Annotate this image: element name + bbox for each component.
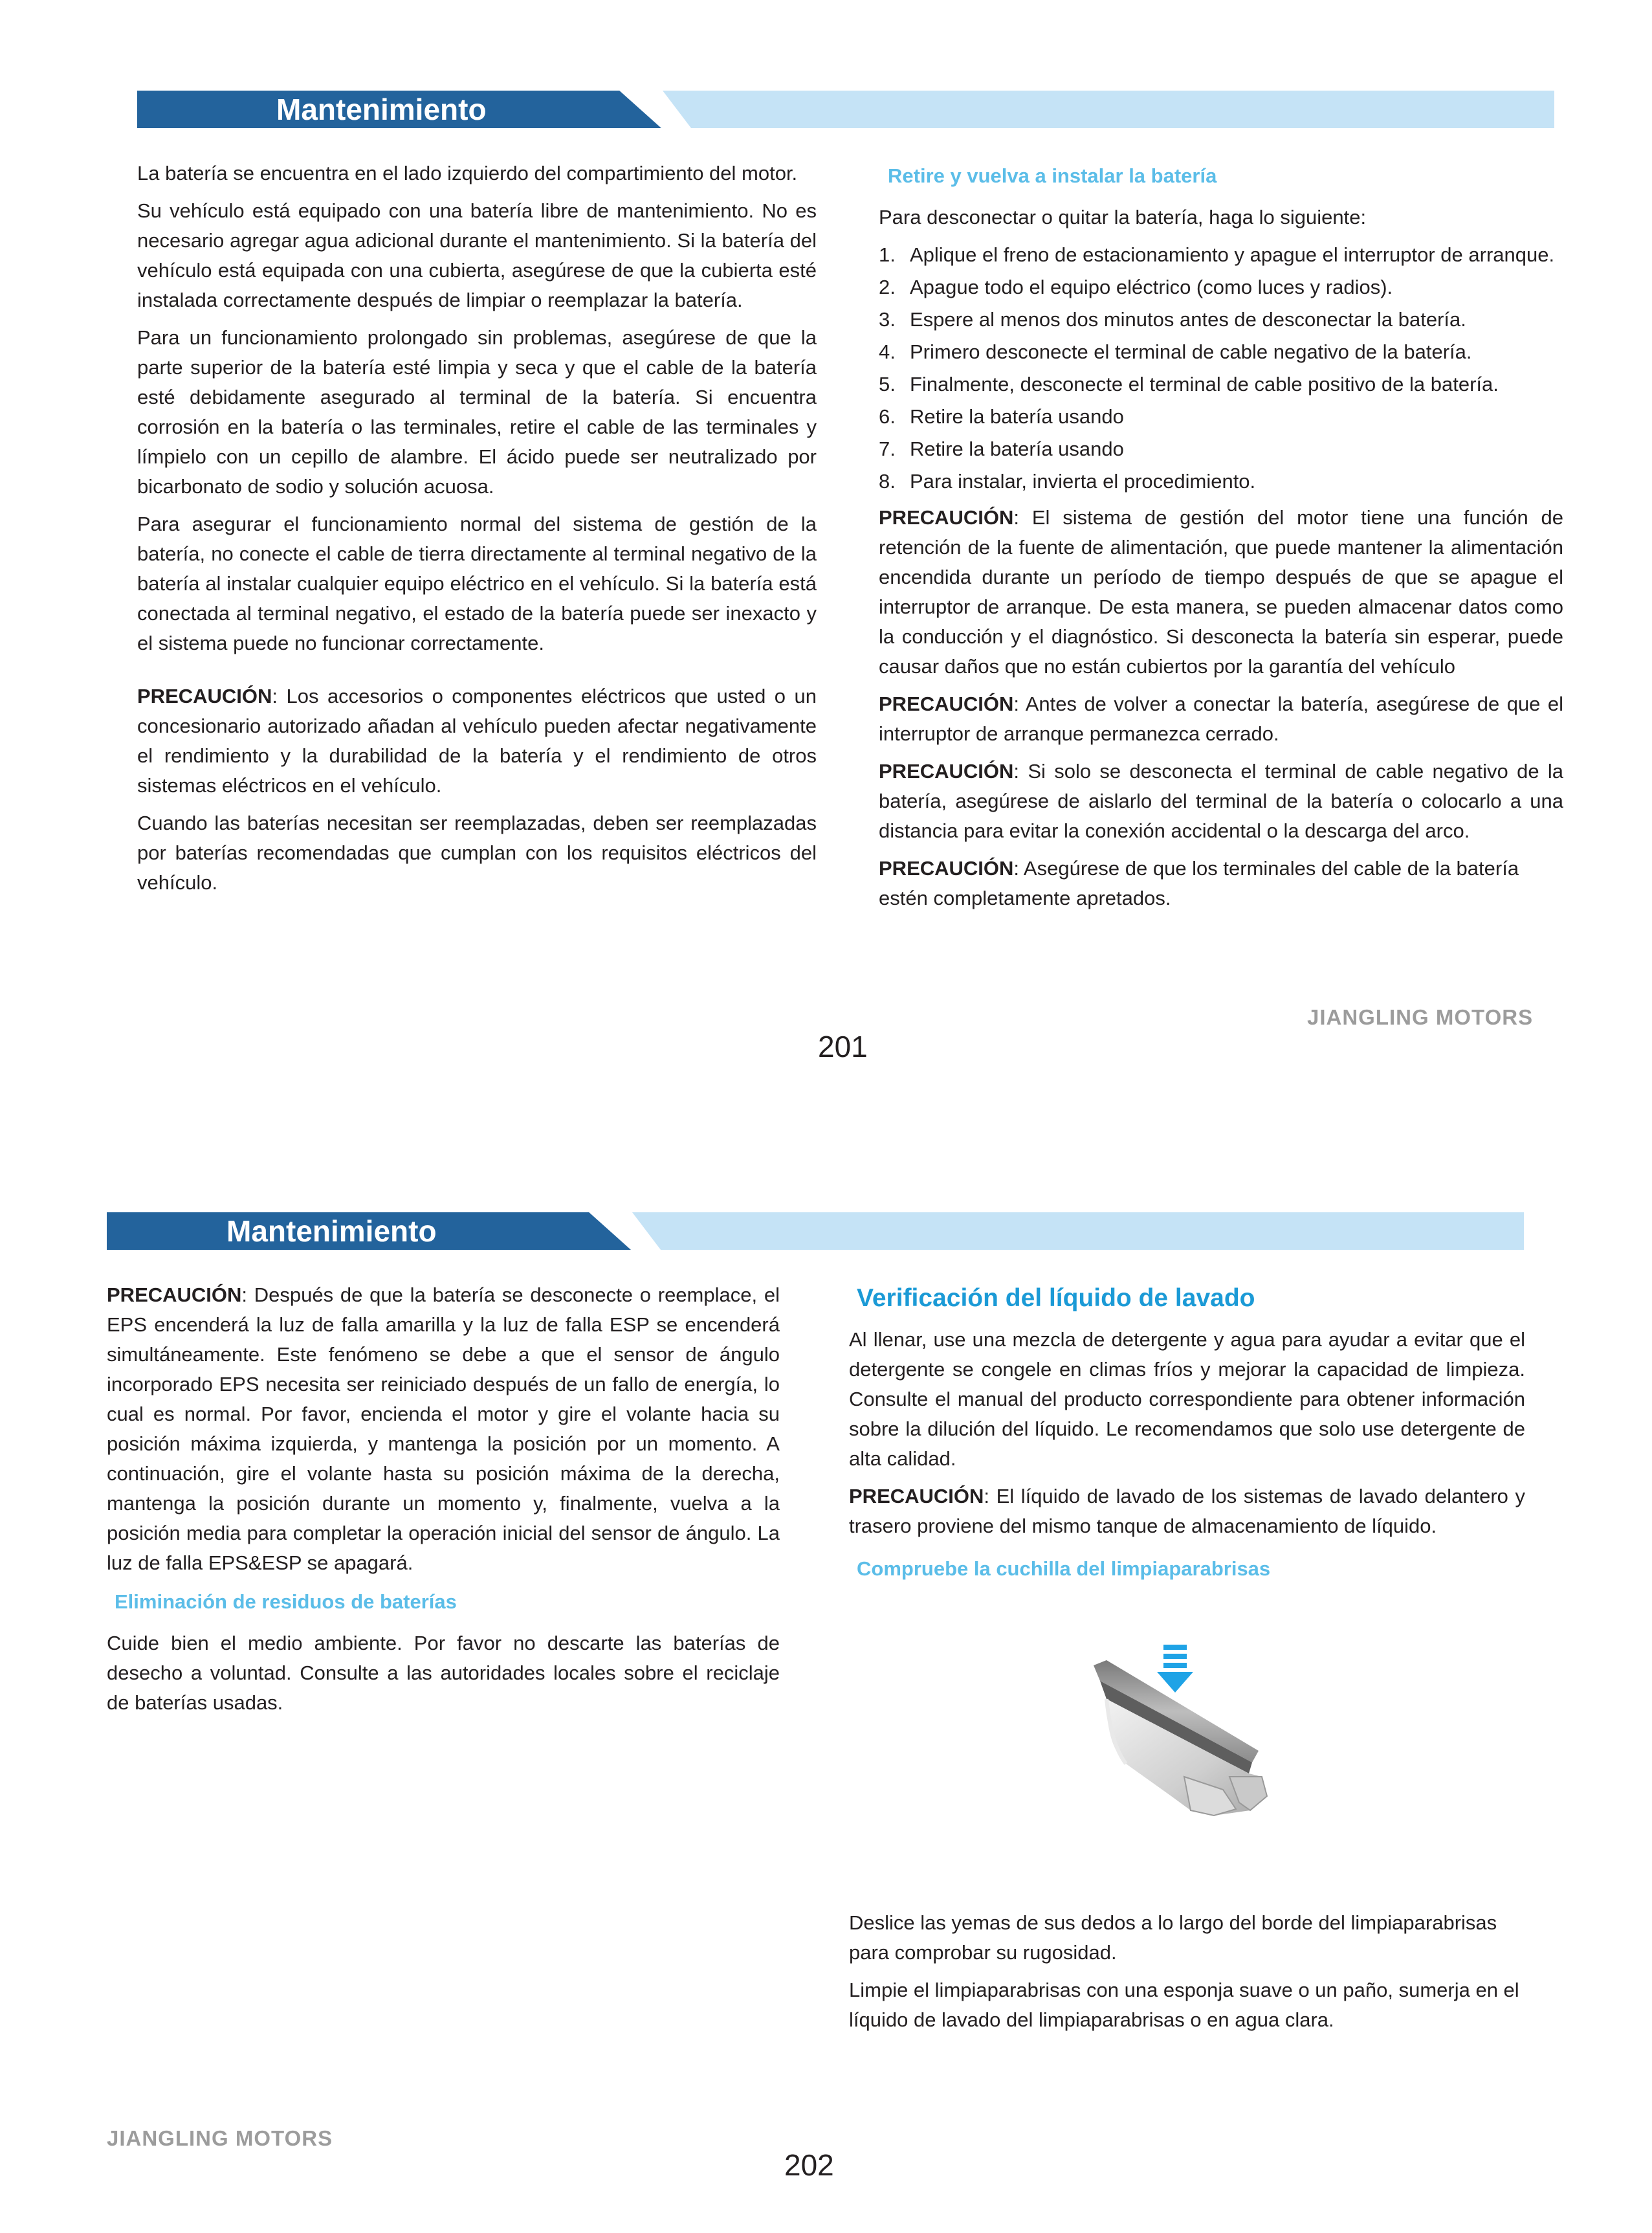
- step-text: Aplique el freno de estacionamiento y apague el interruptor de arranque.: [910, 243, 1555, 266]
- subheading-remove-battery: Retire y vuelva a instalar la batería: [888, 164, 1217, 187]
- caution-paragraph: [879, 689, 1563, 749]
- step-text: Retire la batería usando: [910, 405, 1124, 428]
- steps-list: [879, 240, 1563, 496]
- step-text: Finalmente, desconecte el terminal de cable positivo de la batería.: [910, 373, 1499, 395]
- page201-page-number: 201: [818, 1030, 868, 1063]
- step-text: Retire la batería usando: [910, 438, 1124, 460]
- step-text: Apague todo el equipo eléctrico (como luces y radios).: [910, 276, 1393, 298]
- caution-label: PRECAUCIÓN: [879, 506, 1014, 529]
- page202-right-column: [849, 1278, 1525, 1595]
- caution-label: PRECAUCIÓN: [879, 857, 1014, 880]
- wiper-blade-icon: [1087, 1641, 1281, 1835]
- page201-header-title: Mantenimiento: [276, 93, 487, 126]
- page202-header-banner: [107, 1212, 1524, 1250]
- paragraph: Su vehículo está equipado con una batería libre de mantenimiento. No es necesario agregar agua adicional durante el mantenimiento. Si la batería del vehículo está equipada con una cubierta, asegúrese de que la cubierta esté instalada correctamente después de limpiar o reemplazar la batería.: [137, 199, 817, 311]
- step-number: 7.: [879, 438, 896, 460]
- caution-label: PRECAUCIÓN: [849, 1485, 984, 1507]
- caution-text: : Después de que la batería se desconecte o reemplace, el EPS encenderá la luz de falla amarilla y la luz de falla ESP se encenderá simultáneamente. Este fenómeno se debe a que el sensor de ángulo incorporado EPS necesita ser reiniciado después de un fallo de energía, lo cual es normal. Por favor, encienda el motor y gire el volante hacia su posición máxima izquierda, y mantenga la posición por un momento. A continuación, gire el volante hasta su posición máxima de la derecha, mantenga la posición durante un momento y, finalmente, vuelva a la posición media para completar la operación inicial del sensor de ángulo. La luz de falla EPS&ESP se apagará.: [107, 1283, 780, 1574]
- paragraph: La batería se encuentra en el lado izquierdo del compartimiento del motor.: [137, 162, 798, 184]
- caution-paragraph: [879, 854, 1563, 913]
- step-text: Primero desconecte el terminal de cable negativo de la batería.: [910, 340, 1472, 363]
- page202-page-number: 202: [784, 2148, 834, 2182]
- intro-paragraph: Para desconectar o quitar la batería, haga lo siguiente:: [879, 206, 1367, 228]
- wiper-blade-illustration: [1087, 1641, 1281, 1835]
- list-item: [879, 467, 1563, 496]
- caution-paragraph: [849, 1482, 1525, 1541]
- subheading-wiper-blade: Compruebe la cuchilla del limpiaparabrisas: [857, 1557, 1271, 1580]
- page201-left-column: [137, 159, 817, 905]
- caution-label: PRECAUCIÓN: [879, 760, 1014, 783]
- subheading-battery-disposal: Eliminación de residuos de baterías: [115, 1590, 457, 1613]
- step-text: Para instalar, invierta el procedimiento.: [910, 470, 1256, 493]
- page201-brand: JIANGLING MOTORS: [1307, 1005, 1534, 1029]
- step-number: 3.: [879, 308, 896, 331]
- caution-text: : El líquido de lavado de los sistemas de lavado delantero y trasero proviene del mismo tanque de almacenamiento de líquido.: [849, 1485, 1525, 1537]
- paragraph: Cuando las baterías necesitan ser reemplazadas, deben ser reemplazadas por baterías recomendadas que cumplan con los requisitos eléctricos del vehículo.: [137, 812, 817, 894]
- caution-text: : Los accesorios o componentes eléctricos que usted o un concesionario autorizado añadan al vehículo pueden afectar negativamente el rendimiento y la durabilidad de la batería y el rendimiento de otros sistemas eléctricos en el vehículo.: [137, 685, 817, 797]
- caution-paragraph: [879, 503, 1563, 682]
- list-item: [879, 434, 1563, 464]
- caution-paragraph: [879, 757, 1563, 846]
- page201-header-banner: [137, 91, 1554, 128]
- heading-washer-fluid: Verificación del líquido de lavado: [857, 1284, 1255, 1312]
- caution-text: : Asegúrese de que los terminales del cable de la batería estén completamente apretados.: [879, 857, 1519, 909]
- page202-header-title: Mantenimiento: [226, 1214, 437, 1248]
- banner-light-band: [632, 1212, 1524, 1250]
- paragraph: Cuide bien el medio ambiente. Por favor no descarte las baterías de desecho a voluntad. Consulte a las autoridades locales sobre el reciclaje de baterías usadas.: [107, 1632, 780, 1714]
- spacer: [137, 666, 817, 682]
- caution-text: : El sistema de gestión del motor tiene una función de retención de la fuente de alimentación, que puede mantener la alimentación encendida durante un período de tiempo después de que se apague el interruptor de arranque. De esta manera, se pueden almacenar datos como la conducción y el diagnóstico. Si desconecta la batería sin esperar, puede causar daños que no están cubiertos por la garantía del vehículo: [879, 506, 1563, 678]
- list-item: [879, 240, 1563, 270]
- page202-right-column-bottom: [849, 1908, 1525, 2043]
- step-number: 1.: [879, 243, 896, 266]
- step-number: 8.: [879, 470, 896, 493]
- caution-text: : Si solo se desconecta el terminal de cable negativo de la batería, asegúrese de aislarlo del terminal de la batería o colocarlo a una distancia para evitar la conexión accidental o la descarga del arco.: [879, 760, 1563, 842]
- caution-label: PRECAUCIÓN: [137, 685, 272, 707]
- paragraph: Para un funcionamiento prolongado sin problemas, asegúrese de que la parte superior de la batería esté limpia y seca y que el cable de la batería esté debidamente asegurado al terminal de la batería. Si encuentra corrosión en la batería o las terminales, retire el cable de las terminales y límpielo con un cepillo de alambre. El ácido puede ser neutralizado por bicarbonato de sodio y solución acuosa.: [137, 326, 817, 498]
- page202-left-column: [107, 1280, 780, 1726]
- paragraph: Limpie el limpiaparabrisas con una esponja suave o un paño, sumerja en el líquido de lavado del limpiaparabrisas o en agua clara.: [849, 1979, 1519, 2031]
- list-item: [879, 305, 1563, 335]
- list-item: [879, 272, 1563, 302]
- paragraph: Al llenar, use una mezcla de detergente y agua para ayudar a evitar que el detergente se congele en climas fríos y mejorar la capacidad de limpieza. Consulte el manual del producto correspondiente para obtener información sobre la dilución del líquido. Le recomendamos que solo use detergente de alta calidad.: [849, 1328, 1525, 1470]
- step-number: 2.: [879, 276, 896, 298]
- caution-paragraph: [107, 1280, 780, 1578]
- step-number: 5.: [879, 373, 896, 395]
- caution-label: PRECAUCIÓN: [879, 693, 1014, 715]
- list-item: [879, 402, 1563, 432]
- page202-brand: JIANGLING MOTORS: [107, 2126, 333, 2150]
- step-number: 6.: [879, 405, 896, 428]
- step-text: Espere al menos dos minutos antes de desconectar la batería.: [910, 308, 1466, 331]
- step-number: 4.: [879, 340, 896, 363]
- page201-right-column: [879, 157, 1563, 921]
- paragraph: Para asegurar el funcionamiento normal del sistema de gestión de la batería, no conecte el cable de tierra directamente al terminal negativo de la batería al instalar cualquier equipo eléctrico en el vehículo. Si la batería está conectada al terminal negativo, el estado de la batería puede ser inexacto y el sistema puede no funcionar correctamente.: [137, 513, 817, 654]
- caution-text: : Antes de volver a conectar la batería, asegúrese de que el interruptor de arranque permanezca cerrado.: [879, 693, 1563, 745]
- paragraph: Deslice las yemas de sus dedos a lo largo del borde del limpiaparabrisas para comprobar su rugosidad.: [849, 1911, 1497, 1964]
- caution-paragraph: [137, 682, 817, 801]
- list-item: [879, 370, 1563, 399]
- caution-label: PRECAUCIÓN: [107, 1283, 242, 1306]
- list-item: [879, 337, 1563, 367]
- banner-light-band: [663, 91, 1554, 128]
